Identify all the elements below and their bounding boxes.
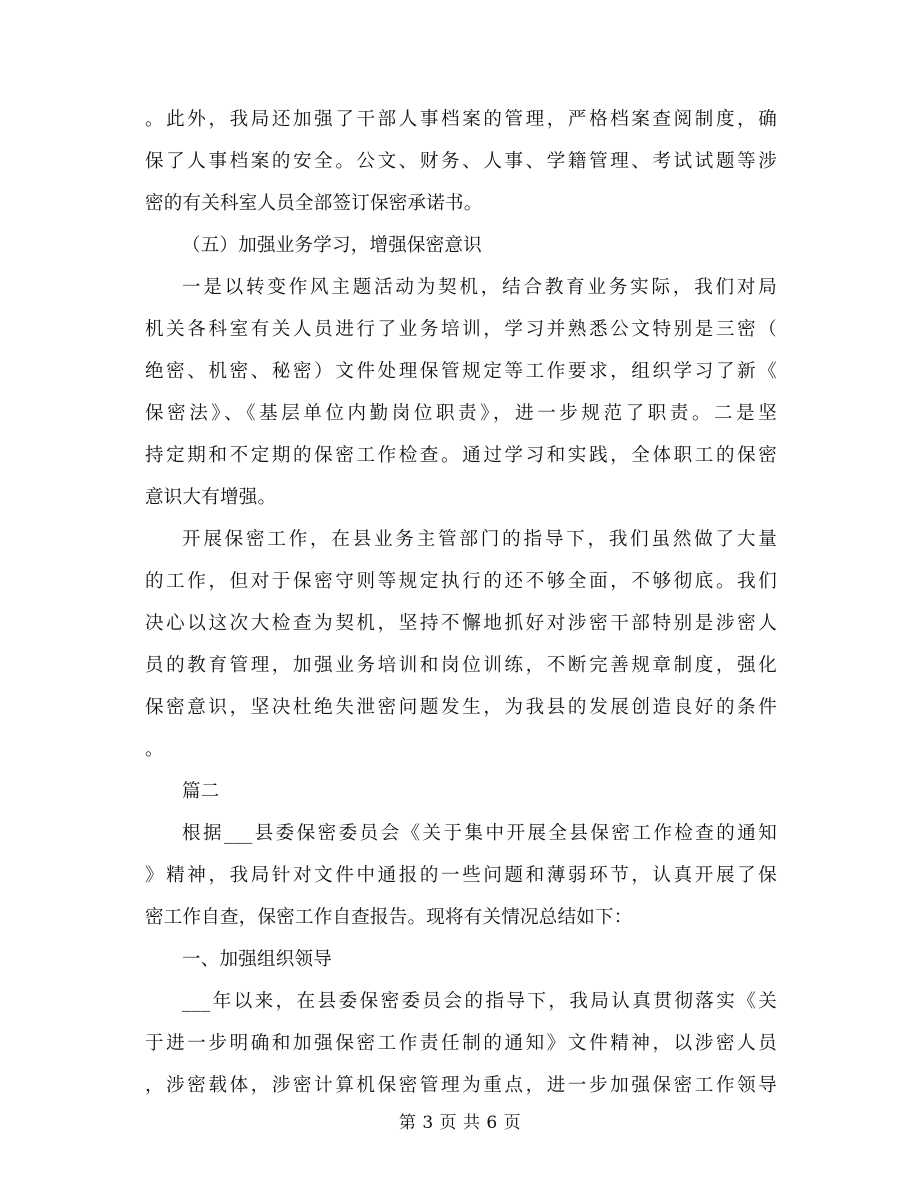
text-line: （五）加强业务学习，增强保密意识 — [182, 235, 483, 256]
text-line: 》精神，我局针对文件中通报的一些问题和薄弱环节，认真开展了保 — [145, 865, 777, 886]
text-line: 根据___县委保密委员会《关于集中开展全县保密工作检查的通知 — [182, 823, 777, 844]
text-line: 一、加强组织领导 — [182, 949, 333, 970]
text-line: 一是以转变作风主题活动为契机，结合教育业务实际，我们对局 — [182, 277, 777, 298]
text-line: 意识大有增强。 — [145, 487, 277, 508]
body-text — [145, 99, 777, 1107]
text-line: 机关各科室有关人员进行了业务培训，学习并熟悉公文特别是三密（ — [145, 319, 777, 340]
text-line: 密工作自查，保密工作自查报告。现将有关情况总结如下： — [145, 907, 633, 928]
text-line: 保了人事档案的安全。公文、财务、人事、学籍管理、考试试题等涉 — [145, 151, 777, 172]
text-line: ___年以来，在县委保密委员会的指导下，我局认真贯彻落实《关 — [182, 991, 777, 1012]
text-line: 持定期和不定期的保密工作检查。通过学习和实践，全体职工的保密 — [145, 445, 777, 466]
text-line: 。此外，我局还加强了干部人事档案的管理，严格档案查阅制度，确 — [145, 109, 777, 130]
text-line: 绝密、机密、秘密）文件处理保管规定等工作要求，组织学习了新《 — [145, 361, 777, 382]
page-footer: 第 3 页 共 6 页 — [398, 1113, 522, 1133]
text-line: 员的教育管理，加强业务培训和岗位训练，不断完善规章制度，强化 — [145, 655, 777, 676]
text-line: 开展保密工作，在县业务主管部门的指导下，我们虽然做了大量 — [182, 529, 777, 550]
text-line: 密的有关科室人员全部签订保密承诺书。 — [145, 193, 483, 214]
text-line: ，涉密载体，涉密计算机保密管理为重点，进一步加强保密工作领导 — [145, 1075, 777, 1096]
text-line: 于进一步明确和加强保密工作责任制的通知》文件精神，以涉密人员 — [145, 1033, 777, 1054]
text-line: 的工作，但对于保密守则等规定执行的还不够全面，不够彻底。我们 — [145, 571, 777, 592]
text-line: 。 — [145, 739, 164, 760]
text-line: 保密意识，坚决杜绝失泄密问题发生，为我县的发展创造良好的条件 — [145, 697, 777, 718]
text-line: 决心以这次大检查为契机，坚持不懈地抓好对涉密干部特别是涉密人 — [145, 613, 777, 634]
text-line: 保密法》、《基层单位内勤岗位职责》，进一步规范了职责。二是坚 — [145, 403, 777, 424]
text-line: 篇二 — [182, 781, 220, 802]
